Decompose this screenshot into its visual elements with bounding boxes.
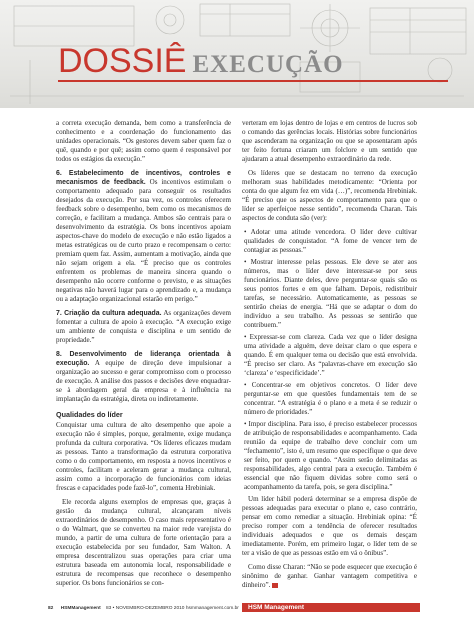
footer-site[interactable]: hsmmanagement.com.br bbox=[185, 606, 239, 611]
paragraph-closing bbox=[242, 563, 417, 590]
item-text: Os incentivos estimulam o comportamento adequado para conseguir os resultados desejados da execução. Por sua vez, os controles oferecem feedback sobre o desempenho, bem como os mecanismos de correção, e facilitam a mudança. Ambos são centrais para o desenvolvimento da estratégia. Os bons incentivos apoiam aspectos-chave do modelo de execução e não estão ligados a metas estratégicas ou de curto prazo e recompensam o certo: premiam quem faz. Assim, aumentam a motivação, ainda que não sejam origem a ela. “É preciso que os controles enfrentem os problemas de maneira sincera quando o desempenho não ocorre conforme o previsto, e as situações negativas não haverá lugar para o aprendizado e, a mudança ou a adaptação organizacional estarão em perigo.” bbox=[56, 178, 232, 303]
right-column bbox=[242, 119, 417, 595]
subheading: Qualidades do líder bbox=[56, 410, 123, 419]
paragraph-item-7 bbox=[56, 309, 231, 345]
brand-bar bbox=[242, 603, 420, 612]
left-column bbox=[56, 119, 231, 593]
closing-text: Como disse Charan: “Não se pode esquecer que execução é sinônimo de ganhar. Ganhar vantagem competitiva e dinheiro”. bbox=[242, 563, 417, 589]
paragraph: Conquistar uma cultura de alto desempenho que apoie a execução não é simples, porque, geralmente, exige mudança profunda da cultura corporativa. “Os líderes eficazes mudam as pessoas. Tanto a transformação da estrutura corporativa como o do comportamento, em resposta a novos incentivos e controles, facilitam e aceleram gerar a mudança cultural, assim como a incorporação de funcionários com ideias frescas e capacidades pode fazê-lo”, comenta Hrebiniak. bbox=[56, 421, 231, 492]
title-rule bbox=[58, 80, 448, 82]
paragraph: Os líderes que se destacam no terreno da execução melhoram suas habilidades metodicamente: “Orienta por conta do que algum fez em vida (…)”, recomenda Hrebiniak. “É preciso que os aspectos de comportamento para que o líder se aperfeiçoe nesse sentido”, recomenda Charan. Tais aspectos de conduta são (ver): bbox=[242, 169, 417, 222]
brand-bar-label: HSM Management bbox=[248, 604, 304, 611]
item-text: As organizações devem fomentar a cultura de apoio à execução. “A execução exige um ambiente de conquista e disciplina e um sentido de propriedade.” bbox=[56, 309, 232, 344]
end-mark-icon bbox=[272, 583, 278, 588]
footer-brand: HSMManagement bbox=[60, 606, 101, 611]
item-heading: 6. Estabelecimento de incentivos, controles e mecanismos de feedback. bbox=[56, 170, 231, 186]
list-item: • Concentrar-se em objetivos concretos. O líder deve perguntar-se em que questões fundamentais tem de se concentrar. “A estratégia é o plano e a meta é se reduzir o número de prioridades.” bbox=[244, 381, 417, 416]
footer-issue: 83 • NOVEMBRO-DEZEMBRO 2010 bbox=[106, 606, 185, 611]
paragraph: Ele recorda alguns exemplos de empresas que, graças à gestão da mudança cultural, alcançaram níveis extraordinários de desempenho. O caso mais representativo é o do Walmart, que se converteu na maior rede varejista do mundo, a partir de uma cultura de forte orientação para a execução estabelecida por seu fundador, Sam Walton. A empresa descentralizou suas operações para criar uma estrutura baseada em autonomia local, responsabilidade e estrutura de recompensas que reconhece o desempenho superior. Os bons funcionários se con- bbox=[56, 498, 231, 587]
paragraph: a correta execução demanda, bem como a transferência de conhecimento e a coordenação do funcionamento das unidades operacionais. “Os gestores devem saber quem faz o quê, quando e por quê; assim como quem é responsável por todos os estágios da execução.” bbox=[56, 119, 231, 163]
list-item: • Impor disciplina. Para isso, é preciso estabelecer processos de atribuição de responsabilidades e acompanhamento. Cada reunião da equipe de trabalho deve concluir com um “fechamento”, isto é, um resumo que especifique o que deve ser feito, por quem e quando. “Assim serão delimitadas as responsabilidades, algo central para a execução. Também é essencial que não fiquem dúvidas sobre como será o acompanhamento da tarefa, pois, se gera disciplina.” bbox=[244, 420, 417, 491]
list-item: • Adotar uma atitude vencedora. O líder deve cultivar qualidades de conquistador. “A fome de vencer tem de contagiar as pessoas.” bbox=[244, 228, 417, 254]
item-heading: 8. Desenvolvimento de liderança orientada à execução. bbox=[56, 351, 231, 367]
paragraph-item-6 bbox=[56, 169, 231, 304]
list-item: • Mostrar interesse pelas pessoas. Ele deve se ater aos números, mas o líder deve interessar-se por seus funcionários. Diante deles, deve perguntar-se quais são os seus pontos fortes e em que falham. Depois, redistribuir tarefas, se necessário. Automaticamente, as pessoas se sentirão cheias de energia. “Há que se adaptar o dom do indivíduo a seu trabalho. As pessoas se sentirão que contribuem.” bbox=[244, 258, 417, 329]
page-footer bbox=[48, 606, 239, 611]
paragraph: Um líder hábil poderá determinar se a empresa dispõe de pessoas adequadas para executar o plano e, caso contrário, pensar em como remediar a situação. Hrebiniak opina: “É preciso romper com a tendência de oferecer resultados individuais adequados e que os demais desçam imediatamente. Porém, em primeiro lugar, o líder tem de se ter a visão de que as pessoas estão em vá o ônibus”. bbox=[242, 495, 417, 557]
paragraph: verteram em lojas dentro de lojas e em centros de lucros sob o comando das gerências locais. Histórias sobre funcionários que ascenderam na organização ou que se aposentaram após ter feito fortuna criaram um folclore e um sentido que ajudaram a atual desempenho extraordinário da rede. bbox=[242, 119, 417, 163]
item-heading: 7. Criação da cultura adequada. bbox=[56, 310, 162, 317]
page-number: 82 bbox=[48, 606, 54, 611]
section-label: DOSSIÊ bbox=[58, 42, 187, 80]
header-banner bbox=[0, 0, 474, 108]
paragraph-item-8 bbox=[56, 350, 231, 404]
list-item: • Expressar-se com clareza. Cada vez que o líder designa uma atividade a alguém, deve deixar claro o que espera e quando. É em qualquer tema ou decisão que está envolvida. “É preciso ser claro. As “palavras-chave em execução são ‘clareza’ e ‘especificidade’.” bbox=[244, 333, 417, 377]
subsection-label: EXECUÇÃO bbox=[192, 51, 344, 78]
item-text: A equipe de direção deve impulsionar a organização ao sucesso e gerar compromisso com o processo de execução. A análise dos passos e decisões deve enquadrar-se à abordagem geral da empresa e à influência na implantação da estratégia, direta ou indiretamente. bbox=[56, 359, 231, 403]
section-title bbox=[58, 42, 344, 81]
